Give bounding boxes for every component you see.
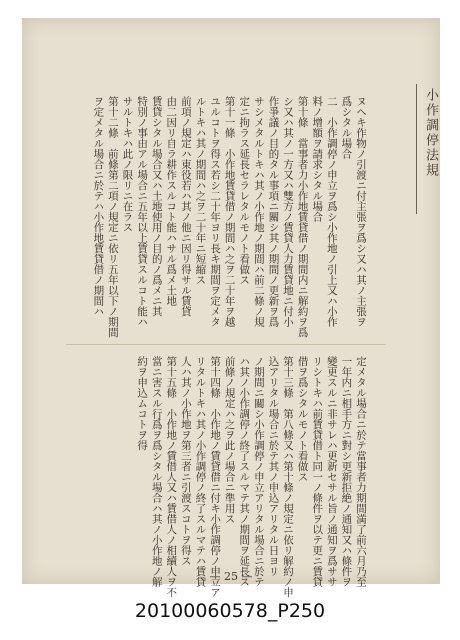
text-line: 賃貸シタル場合又ハ土地使用ノ目的ノ爲メニ其	[150, 96, 163, 317]
text-line: サルトキハ此ノ限リニ在ラス	[121, 96, 134, 233]
text-line: 第十二條 前條第二項ノ規定ニ依リ五年以下ノ期間	[106, 96, 119, 338]
text-line: 前條ノ規定ハ之ヲ此ノ場合ニ準用ス	[223, 356, 236, 524]
text-line: 借ヲ爲シタルモノト看做ス	[296, 356, 309, 482]
section-header: 小作調停法規	[423, 88, 438, 178]
text-line: 第十一條 小作地賃貸借ノ期間ハ之ヲ二十年ヲ越	[223, 96, 236, 327]
text-line: 爲シタル場合	[340, 96, 353, 159]
text-line: 二 小作調停ノ申立ヲ爲シ小作地ノ引上又ハ小作	[325, 96, 338, 327]
text-line: 料ノ增額ヲ請求シタル場合	[311, 96, 324, 222]
text-line: リシトキハ前賃貸借ト同一ノ條件ヲ以テ更ニ賃貸	[311, 356, 324, 587]
text-line: ノ期間ニ關シ小作調停ノ申立アリタル場合ニ於テ	[252, 356, 265, 587]
text-line: 變更スルニ非サレハ更新セサル旨ノ通知ヲ爲ササ	[325, 356, 338, 587]
text-line: サシメタルトキハ其ノ小作地ノ期間ハ前二條ノ規	[252, 96, 265, 327]
text-line: 由二因リ自ラ耕作スルコト能ハサル爲メ土地	[165, 96, 178, 306]
archive-id-caption: 20100060578_P250	[134, 600, 326, 622]
text-line: 一年内ニ相手方ニ對シ更新拒絶ノ通知又ハ條件ヲ	[340, 356, 353, 587]
text-line: 定メタル場合ニ於テ當事者力期間満了前六月乃至	[355, 356, 367, 587]
upper-text-block	[91, 96, 368, 338]
text-line: 第十四條 小作地ノ賃貸借ニ付キ小作調停ノ申立ア	[209, 356, 222, 598]
section-divider	[66, 344, 386, 345]
text-line: 作爭議ノ目的タル事項ニ關シ其ノ期間ノ更新ヲ爲	[267, 96, 280, 327]
text-line: ヌヘキ作物ノ引渡ニ付主張ヲ爲シ又ハ其ノ主張ヲ	[355, 96, 367, 327]
text-line: ヲ定メタル場合ニ於テハ小作地賃貸借ノ期間ハ	[92, 96, 105, 317]
text-line: ユルコトヲ得ス若シ二十年ヨリ長キ期間ヲ定メタ	[209, 96, 222, 327]
text-line: 第十條 當事者力小作地賃貸借ノ期間内ニ解約ヲ爲	[296, 96, 309, 338]
page-number: — 25 —	[209, 570, 253, 583]
text-line: 當ニ害スル行爲ヲ爲シタル場合ハ其ノ小作地ノ解	[150, 356, 163, 587]
text-line: 第十三條 第八條又ハ第十條ノ規定ニ依リ解約ノ申	[282, 356, 295, 598]
document-page	[22, 18, 440, 598]
text-line: 定ニ拘ラス延長セラレタルモノト看做ス	[238, 96, 251, 285]
text-line: ルトキハ其ノ期間ハ之ヲ二十年ニ短縮ス	[194, 96, 207, 285]
text-line: ハ其ノ小作調停ノ終了スルマテ其ノ期間ヲ延長ス	[238, 356, 251, 587]
text-line: 第十五條 小作地ノ賃借人又ハ賃借人ノ相續人ヲ不	[165, 356, 178, 598]
text-line: 前項ノ規定ハ東役若ハ其ノ他ニ因リ得サル賃貸	[179, 96, 192, 317]
text-line: リタルトキハ其ノ小作調停ノ終了スルマテハ賃貸	[194, 356, 207, 587]
text-line: シ又ハ其ノ一方又ハ雙方ノ賃貸人力賃貸地ニ付小	[282, 96, 295, 327]
text-line: 特別ノ事由アル場合ニ五年以上賃貸スルコト能ハ	[136, 96, 149, 327]
text-line: 込アリタル場合ニ於テ其ノ申込アリタル日ヨリ	[267, 356, 280, 577]
text-line: 人ハ其ノ小作地ヲ第三者ニ引渡スコトヲ得ス	[179, 356, 192, 566]
text-line: 約ヲ申込ムコトヲ得	[136, 356, 149, 451]
header-rule	[416, 84, 417, 214]
